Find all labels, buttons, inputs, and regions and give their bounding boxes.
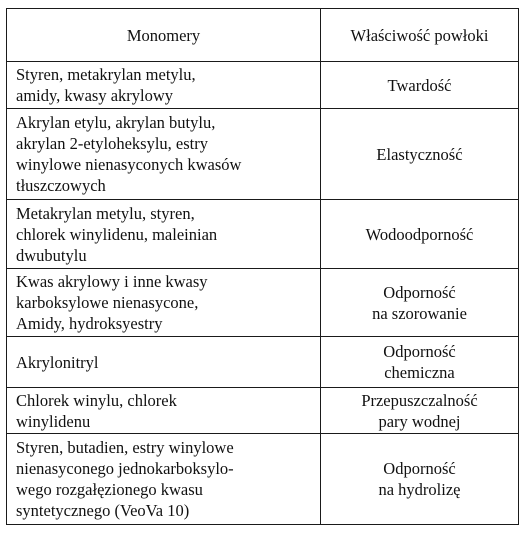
table-row (7, 200, 519, 269)
property-text: Przepuszczalność pary wodnej (361, 390, 478, 431)
monomers-cell (7, 62, 321, 109)
table-row (7, 62, 519, 109)
property-cell (321, 269, 519, 337)
property-cell (321, 109, 519, 200)
property-text: Odporność na szorowanie (372, 282, 467, 323)
monomers-text: Kwas akrylowy i inne kwasy karboksylowe nienasycone, Amidy, hydroksyestry (16, 272, 208, 333)
property-text: Elastyczność (376, 144, 463, 164)
table-row (7, 434, 519, 525)
monomers-text: Akrylonitryl (16, 352, 99, 372)
monomers-text: Styren, metakrylan metylu, amidy, kwasy akrylowy (16, 65, 196, 105)
property-cell (321, 337, 519, 388)
header-coating-property: Właściwość powłoki (321, 9, 519, 62)
property-cell (321, 434, 519, 525)
monomers-cell (7, 434, 321, 525)
monomers-text: Styren, butadien, estry winylowe nienasyconego jednokarboksylo- wego rozgałęzionego kwasu syntetycznego (VeoVa 10) (16, 438, 234, 520)
property-cell (321, 62, 519, 109)
property-cell (321, 200, 519, 269)
cropped-caption-fragment (0, 0, 521, 8)
monomers-cell (7, 109, 321, 200)
monomers-text: Chlorek winylu, chlorek winylidenu (16, 390, 177, 431)
property-text: Wodoodporność (365, 224, 474, 244)
monomers-cell (7, 269, 321, 337)
monomers-cell (7, 337, 321, 388)
property-text: Odporność na hydrolizę (378, 459, 461, 499)
table-row (7, 388, 519, 434)
table-row (7, 109, 519, 200)
header-monomers: Monomery (7, 9, 321, 62)
header-row (7, 9, 519, 62)
table-row (7, 337, 519, 388)
monomers-text: Akrylan etylu, akrylan butylu, akrylan 2-etyloheksylu, estry winylowe nienasyconych kwasów tłuszczowych (16, 113, 242, 195)
table-row (7, 269, 519, 337)
monomers-text: Metakrylan metylu, styren, chlorek winylidenu, maleinian dwubutylu (16, 203, 218, 265)
property-text: Twardość (387, 75, 452, 95)
monomers-cell (7, 200, 321, 269)
property-cell (321, 388, 519, 434)
property-text: Odporność chemiczna (383, 342, 456, 382)
monomers-cell (7, 388, 321, 434)
monomers-properties-table (6, 8, 519, 525)
